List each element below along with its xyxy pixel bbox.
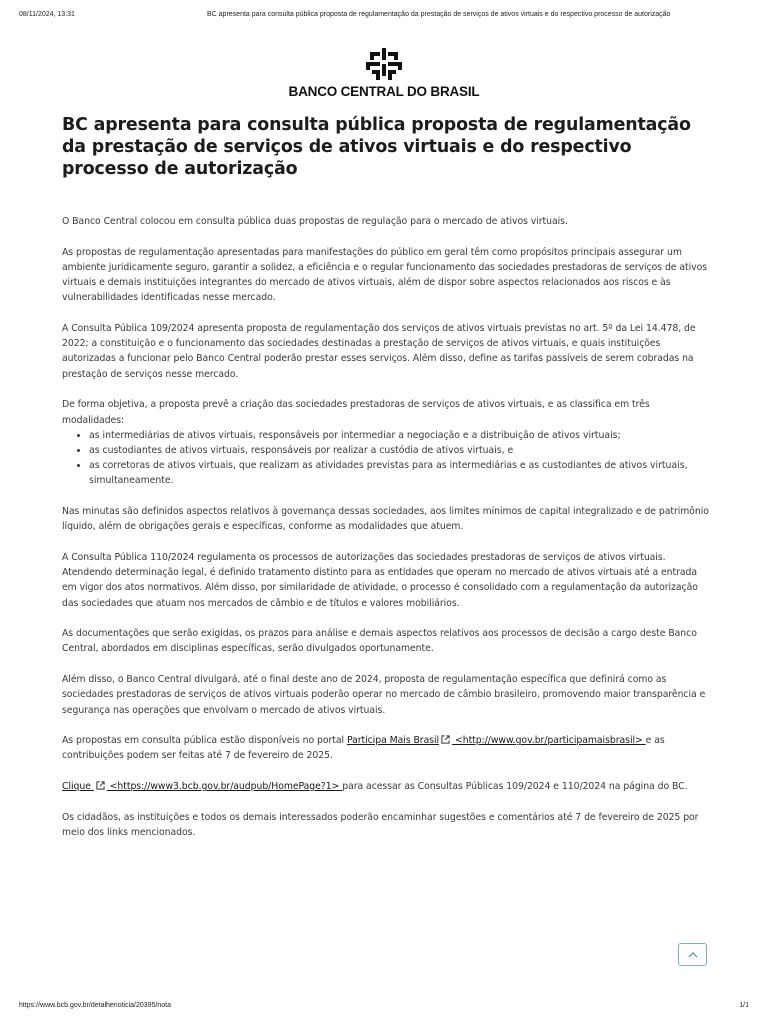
print-doc-title: BC apresenta para consulta pública proposta de regulamentação da prestação de serviços de ativos virtuais e do respectivo processo de autorização [207,11,671,18]
external-link-icon[interactable] [96,781,105,790]
p10-after: para acessar as Consultas Públicas 109/2024 e 110/2024 na página do BC. [342,781,688,793]
paragraph-3: A Consulta Pública 109/2024 apresenta proposta de regulamentação dos serviços de ativos virtuais previstas no art. 5º da Lei 14.478, de 2022; a constituição e o funcionamento das sociedades destinadas a prestação de serviços de ativos virtuais, e quais instituições autorizadas a funcionar pelo Banco Central poderão prestar esses serviços. Além disso, define as tarifas passíveis de serem cobradas na prestação de serviços nesse mercado. [62,323,696,380]
article [62,114,710,856]
p9-before: As propostas em consulta pública estão disponíveis no portal [62,735,347,747]
paragraph-6: A Consulta Pública 110/2024 regulamenta os processos de autorizações das sociedades prestadoras de serviços de ativos virtuais. Atendendo determinação legal, é definido tratamento distinto para as entidades que operam no mercado de ativos virtuais até a entrada em vigor dos atos normativos. Além disso, por similaridade de atividade, o processo é consolidado com a regulamentação da autorização das sociedades que atuam nos mercados de câmbio e de títulos e valores mobiliários. [62,551,698,609]
paragraph-7: As documentações que serão exigidas, os prazos para análise e demais aspectos relativos aos processos de decisão a cargo deste Banco Central, abordados em disciplinas específicas, serão divulgados oportunamente. [62,628,697,655]
paragraph-5: Nas minutas são definidos aspectos relativos à governança dessas sociedades, aos limites mínimos de capital integralizado e de patrimônio líquido, além de obrigações gerais e específicas, conforme as modalidades que atuem. [62,506,709,533]
paragraph-4: De forma objetiva, a proposta prevê a criação das sociedades prestadoras de serviços de ativos virtuais, e as classifica em três modalidades: [62,399,650,426]
logo-text: BANCO CENTRAL DO BRASIL [288,84,480,99]
print-page-number: 1/1 [739,1002,749,1009]
participa-mais-brasil-link[interactable]: Participa Mais Brasil [346,735,440,747]
participa-mais-brasil-url[interactable]: <http://www.gov.br/participamaisbrasil> [452,735,646,747]
paragraph-10 [62,779,710,794]
article-title: BC apresenta para consulta pública proposta de regulamentação da prestação de serviços de ativos virtuais e do respectivo processo de autorização [62,115,691,179]
modalities-list [62,428,710,489]
list-item: • as corretoras de ativos virtuais, que realizam as atividades previstas para as intermediárias e as custodiantes de ativos virtuais, simultaneamente. [89,458,710,488]
scroll-to-top-button[interactable] [678,943,707,966]
print-url: https://www.bcb.gov.br/detalhenoticia/20395/nota [19,1002,172,1009]
paragraph-1: O Banco Central colocou em consulta pública duas propostas de regulação para o mercado de ativos virtuais. [62,216,568,227]
paragraph-9 [62,733,710,763]
paragraph-2: As propostas de regulamentação apresentadas para manifestações do público em geral têm como propósitos principais assegurar um ambiente juridicamente seguro, garantir a solidez, a eficiência e o regular funcionamento das sociedades prestadoras de serviços de ativos virtuais e demais instituições integrantes do mercado de ativos virtuais, além de dispor sobre aspectos relacionados aos riscos e às vulnerabilidades identificadas nesse mercado. [62,246,708,304]
paragraph-8: Além disso, o Banco Central divulgará, até o final deste ano de 2024, proposta de regulamentação específica que definirá como as sociedades prestadoras de serviços de ativos virtuais poderão operar no mercado de câmbio brasileiro, promovendo maior transparência e segurança nas operações que envolvam o mercado de ativos virtuais. [62,674,706,716]
p9-after: e as contribuições podem ser feitas até 7 de fevereiro de 2025. [62,735,665,762]
bcb-emblem-icon [364,46,404,82]
chevron-up-icon [688,951,698,958]
print-datetime: 08/11/2024, 13:31 [19,11,75,18]
external-link-icon[interactable] [441,735,450,744]
list-item: • as intermediárias de ativos virtuais, responsáveis por intermediar a negociação e a distribuição de ativos virtuais; [89,428,710,443]
audpub-url[interactable]: <https://www3.bcb.gov.br/audpub/HomePage?1> [106,781,343,793]
bcb-logo [0,46,768,99]
paragraph-11: Os cidadãos, as instituições e todos os demais interessados poderão encaminhar sugestões e comentários até 7 de fevereiro de 2025 por meio dos links mencionados. [62,811,699,839]
clique-link[interactable]: Clique [62,781,94,793]
list-item: • as custodiantes de ativos virtuais, responsáveis por realizar a custódia de ativos virtuais, e [89,443,710,458]
